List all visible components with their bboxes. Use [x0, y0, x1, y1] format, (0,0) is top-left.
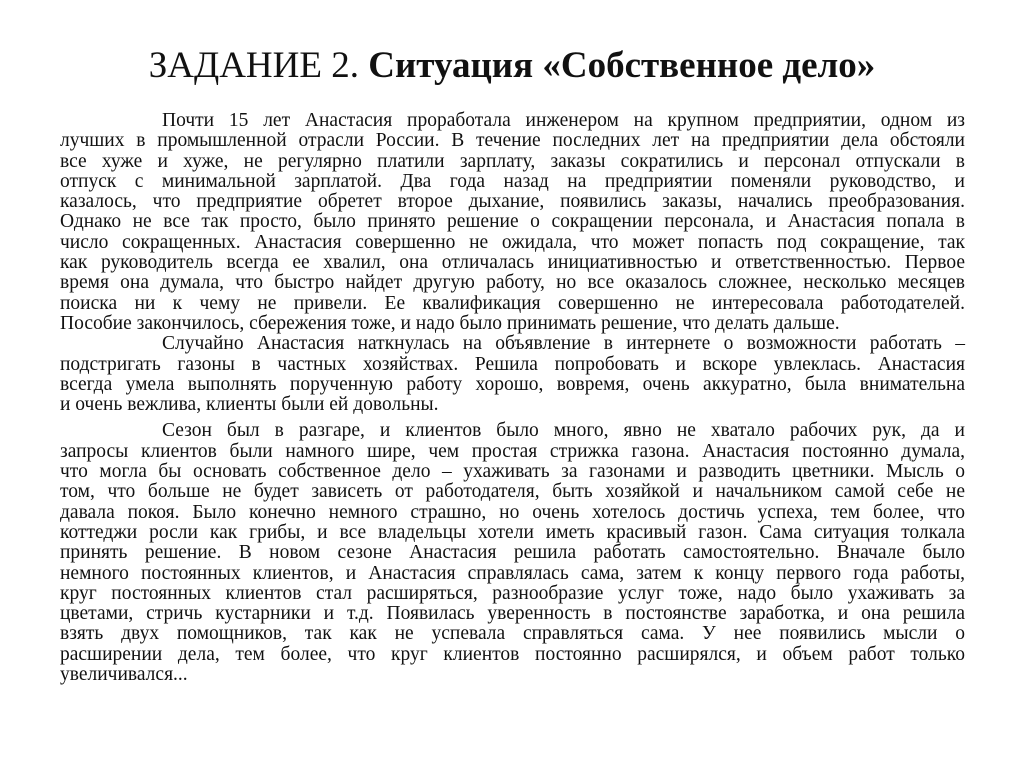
text-line: взять двух помощников, так как не успевала справляться сама. У нее появились мысли о	[60, 623, 965, 645]
text-line: давала покоя. Было конечно немного страшно, но очень хотелось достичь успеха, тем более, что	[60, 501, 965, 523]
text-line: и очень вежлива, клиенты были ей довольны.	[60, 394, 439, 416]
text-line: расширении дела, тем более, что круг клиентов постоянно расширялся, и объем работ только	[60, 643, 965, 665]
text-line: круг постоянных клиентов стал расширяться, разнообразие услуг тоже, надо было ухаживать за	[60, 582, 965, 604]
text-line: Почти 15 лет Анастасия проработала инженером на крупном предприятии, одном из	[162, 110, 965, 131]
text-line: отпуск с минимальной зарплатой. Два года назад на предприятии поменяли руководство, и	[60, 170, 965, 192]
slide-title	[0, 44, 1024, 88]
text-line: лучших в промышленной отрасли России. В течение последних лет на предприятии дела обстояли	[60, 130, 965, 152]
paragraph	[60, 334, 965, 415]
paragraph	[60, 111, 965, 334]
text-line: число сокращенных. Анастасия совершенно не ожидала, что может попасть под сокращение, так	[60, 231, 965, 253]
text-line: Пособие закончилось, сбережения тоже, и надо было принимать решение, что делать дальше.	[60, 312, 840, 334]
text-line: поиска ни к чему не привели. Ее квалификация совершенно не интересовала работодателей.	[60, 292, 965, 314]
text-line: что могла бы основать собственное дело – ухаживать за газонами и разводить цветники. Мысль о	[60, 461, 965, 483]
text-line: время она думала, что быстро найдет другую работу, но все оказалось сложнее, несколько месяцев	[60, 272, 965, 294]
text-line: запросы клиентов были намного шире, чем простая стрижка газона. Анастасия постоянно думала,	[60, 440, 965, 462]
text-line: цветами, стричь кустарники и т.д. Появилась уверенность в постоянстве заработка, и она решила	[60, 603, 965, 625]
text-line: том, что больше не будет зависеть от работодателя, быть хозяйкой и начальником самой себе не	[60, 481, 965, 503]
text-line: Сезон был в разгаре, и клиентов было много, явно не хватало рабочих рук, да и	[162, 420, 965, 442]
text-line: увеличивался...	[60, 664, 188, 686]
text-line: Случайно Анастасия наткнулась на объявление в интернете о возможности работать –	[162, 333, 965, 355]
text-line: всегда умела выполнять порученную работу хорошо, вовремя, очень аккуратно, была внимательна	[60, 373, 965, 395]
text-line: как руководитель всегда ее хвалил, она отличалась инициативностью и ответственностью. Первое	[60, 252, 965, 274]
text-line: немного постоянных клиентов, и Анастасия справлялась сама, затем к концу первого года работы,	[60, 562, 965, 584]
text-line: коттеджи росли как грибы, и все владельцы хотели иметь красивый газон. Сама ситуация толкала	[60, 521, 965, 543]
text-line: подстригать газоны в частных хозяйствах. Решила попробовать и вскоре увлеклась. Анастасия	[60, 353, 965, 375]
title-prefix: ЗАДАНИЕ 2.	[148, 45, 359, 86]
text-line: казалось, что предприятие обретет второе дыхание, появились заказы, начались преобразования.	[60, 191, 965, 213]
slide-body-text	[60, 111, 965, 685]
text-line: все хуже и хуже, не регулярно платили зарплату, заказы сократились и персонал отпускали в	[60, 150, 965, 172]
title-situation: Ситуация «Собственное дело»	[368, 45, 876, 86]
text-line: принять решение. В новом сезоне Анастасия решила работать самостоятельно. Вначале было	[60, 542, 965, 564]
text-line: Однако не все так просто, было принято решение о сокращении персонала, и Анастасия попала в	[60, 211, 965, 233]
paragraph	[60, 421, 965, 685]
